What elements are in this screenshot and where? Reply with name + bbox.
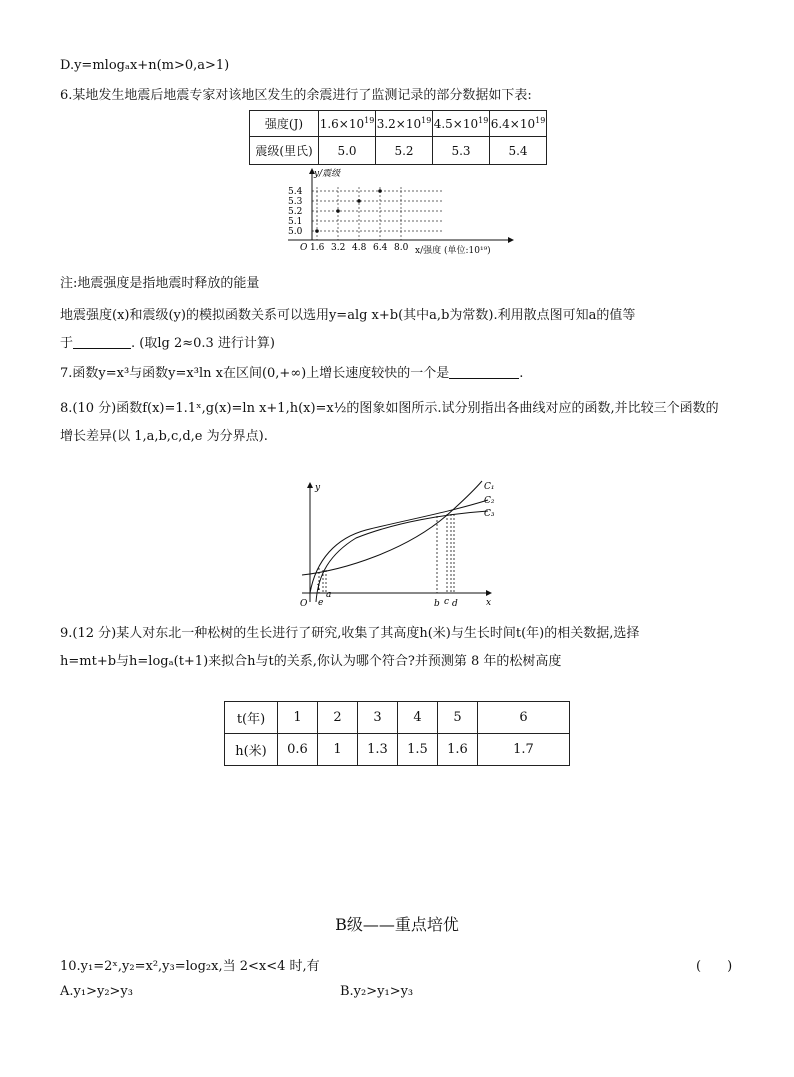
q6-magnitude-cell: 5.4 [490, 137, 547, 165]
q6-scatter-plot [278, 164, 538, 260]
x-mark-1: 1 [316, 583, 322, 592]
curve-c1 [302, 481, 482, 575]
q9-t-cell: 6 [478, 702, 570, 734]
q9-t-cell: 5 [438, 702, 478, 734]
scatter-x-tick: 6.4 [373, 243, 388, 253]
q10-option-a[interactable]: A.y₁>y₂>y₃ [60, 984, 133, 999]
option-d: D.y=mlogₐx+n(m>0,a>1) [60, 58, 230, 73]
graph-y-arrow [307, 482, 313, 488]
q10-option-b[interactable]: B.y₂>y₁>y₃ [340, 984, 414, 999]
q6-row1-label: 强度(J) [250, 111, 319, 137]
q9-line-1: 9.(12 分)某人对东北一种松树的生长进行了研究,收集了其高度h(米)与生长时间t(年)的相关数据,选择 [60, 626, 640, 641]
curve-label-c2: C₂ [484, 496, 495, 506]
q6-note: 注:地震强度是指地震时释放的能量 [60, 276, 260, 291]
scatter-x-tick: 8.0 [394, 243, 409, 253]
x-mark-d: d [452, 599, 458, 609]
x-mark-a: a [326, 590, 332, 600]
x-mark-c: c [444, 597, 450, 607]
q9-t-cell: 1 [278, 702, 318, 734]
curve-label-c3: C₃ [484, 509, 495, 519]
scatter-y-tick: 5.4 [288, 187, 303, 197]
graph-origin: O [300, 599, 308, 609]
graph-x-arrow [486, 590, 492, 596]
scatter-x-tick: 1.6 [310, 243, 325, 253]
q9-h-cell: 1.7 [478, 734, 570, 766]
scatter-y-label: y/震级 [314, 169, 341, 179]
q10-answer-paren[interactable]: ( ) [696, 959, 733, 974]
scatter-point [378, 189, 382, 193]
q7-stem: 7.函数y=x³与函数y=x³ln x在区间(0,+∞)上增长速度较快的一个是 . [60, 366, 524, 381]
q6-strength-cell: $3.2\times 10^{19}$ [376, 111, 433, 137]
q9-t-cell: 2 [318, 702, 358, 734]
q6-magnitude-cell: 5.3 [433, 137, 490, 165]
scatter-y-tick: 5.2 [288, 207, 303, 217]
q6-strength-cell: $6.4\times 10^{19}$ [490, 111, 547, 137]
curve-label-c1: C₁ [484, 482, 495, 492]
scatter-point [336, 209, 340, 213]
q9-t-label: t(年) [225, 702, 278, 734]
scatter-x-tick: 3.2 [331, 243, 346, 253]
scatter-point [357, 199, 361, 203]
q6-body-2: 于 . (取lg 2≈0.3 进行计算) [60, 336, 276, 351]
scatter-y-tick: 5.1 [288, 217, 303, 227]
q9-h-label: h(米) [225, 734, 278, 766]
graph-x-label: x [486, 598, 492, 608]
x-mark-b: b [434, 599, 440, 609]
q9-t-cell: 3 [358, 702, 398, 734]
q6-answer-blank[interactable] [73, 348, 131, 349]
q8-line-1: 8.(10 分)函数f(x)=1.1ˣ,g(x)=ln x+1,h(x)=x½的图象如图所示.试分别指出各曲线对应的函数,并比较三个函数的 [60, 401, 719, 416]
scatter-origin: O [300, 243, 308, 253]
q9-line-2: h=mt+b与h=logₐ(t+1)来拟合h与t的关系,你认为哪个符合?并预测第 8 年的松树高度 [60, 654, 562, 669]
q9-t-cell: 4 [398, 702, 438, 734]
q10-stem: 10.y₁=2ˣ,y₂=x²,y₃=log₂x,当 2<x<4 时,有 [60, 959, 320, 974]
q9-h-cell: 1.5 [398, 734, 438, 766]
q6-magnitude-cell: 5.2 [376, 137, 433, 165]
scatter-y-tick: 5.3 [288, 197, 303, 207]
q8-line-2: 增长差异(以 1,a,b,c,d,e 为分界点). [60, 429, 268, 444]
scatter-x-label: x/强度 (单位:10¹⁹) [415, 246, 491, 256]
q6-strength-cell: $1.6\times 10^{19}$ [319, 111, 376, 137]
scatter-x-arrow [508, 237, 514, 243]
x-mark-e: e [318, 598, 324, 608]
q9-h-cell: 1.3 [358, 734, 398, 766]
scatter-point [315, 229, 319, 233]
section-b-heading: B级——重点培优 [335, 915, 459, 934]
q6-body-1: 地震强度(x)和震级(y)的模拟函数关系可以选用y=alg x+b(其中a,b为常数).利用散点图可知a的值等 [60, 308, 636, 323]
graph-y-label: y [315, 483, 321, 493]
q8-function-graph [296, 478, 506, 613]
scatter-y-tick: 5.0 [288, 227, 303, 237]
q9-h-cell: 0.6 [278, 734, 318, 766]
scatter-x-tick: 4.8 [352, 243, 367, 253]
q9-h-cell: 1 [318, 734, 358, 766]
q9-h-cell: 1.6 [438, 734, 478, 766]
q6-stem: 6.某地发生地震后地震专家对该地区发生的余震进行了监测记录的部分数据如下表: [60, 88, 532, 103]
q7-answer-blank[interactable] [449, 378, 519, 379]
q6-row2-label: 震级(里氏) [250, 137, 319, 165]
q6-strength-cell: $4.5\times 10^{19}$ [433, 111, 490, 137]
curve-c3 [316, 511, 488, 602]
q6-table [249, 110, 547, 165]
q6-magnitude-cell: 5.0 [319, 137, 376, 165]
q9-table [224, 701, 570, 766]
